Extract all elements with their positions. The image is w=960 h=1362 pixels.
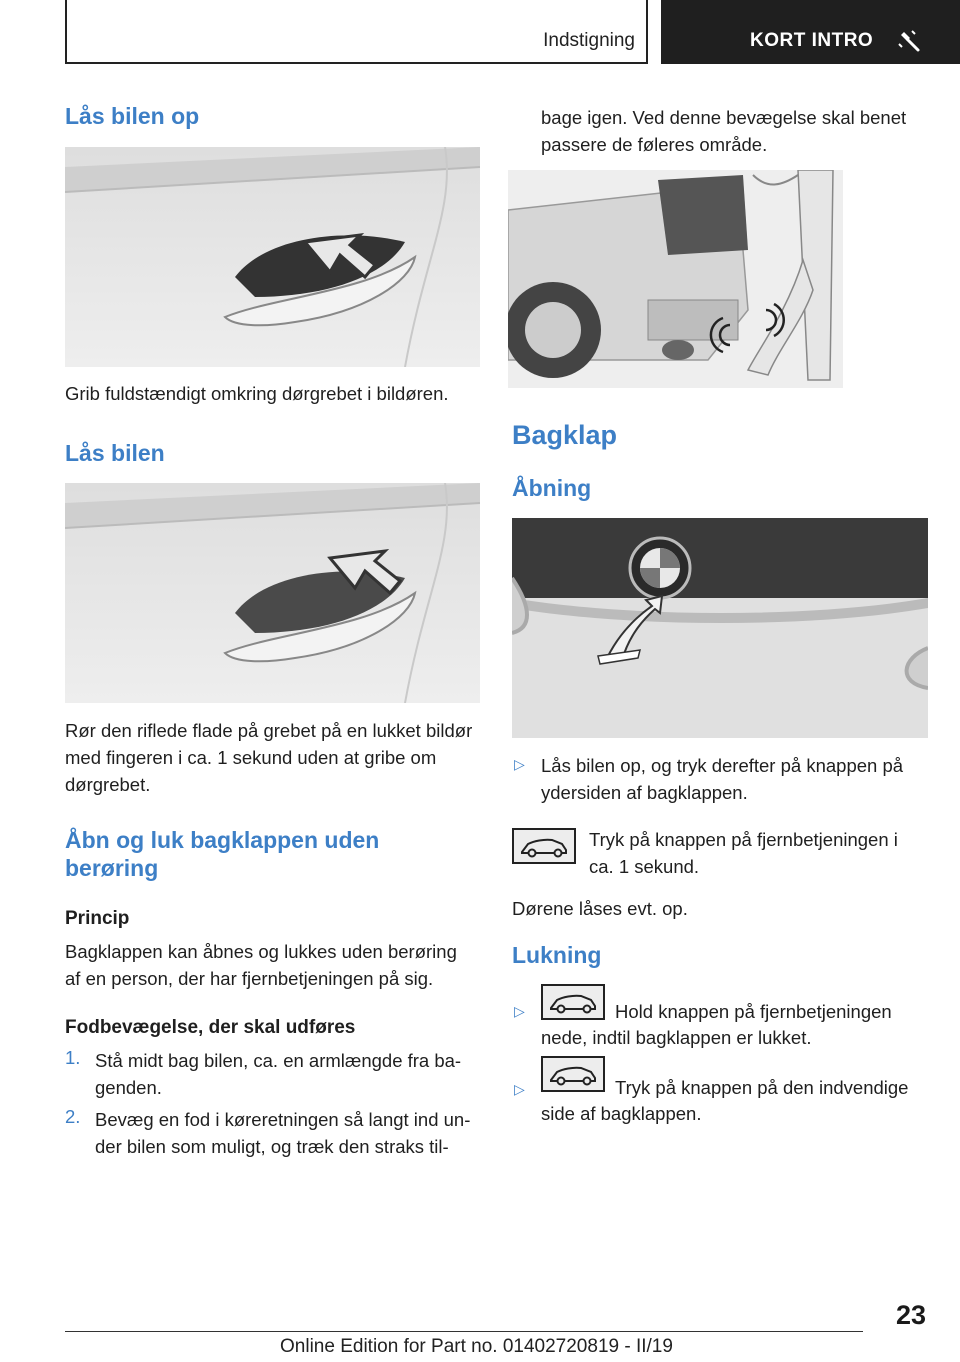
heading-touchless-line-1: Åbn og luk bagklappen uden bbox=[65, 827, 380, 853]
quick-intro-icon bbox=[896, 28, 922, 54]
step-text-line-1: Bevæg en fod i køreretningen så langt ind un- bbox=[95, 1109, 471, 1130]
footer-divider bbox=[65, 1331, 863, 1332]
tailgate-button-illustration bbox=[512, 518, 928, 738]
remote-text-line-2: ca. 1 sekund. bbox=[589, 856, 700, 877]
closing-text-2-line-2: side af bagklappen. bbox=[541, 1103, 702, 1124]
page-number: 23 bbox=[896, 1300, 927, 1330]
subheading-foot-movement: Fodbevægelse, der skal udføres bbox=[65, 1017, 356, 1038]
door-handle-lock-illustration bbox=[65, 483, 480, 703]
lock-text-line-1: Rør den riflede flade på grebet på en lukket bildør bbox=[65, 720, 473, 741]
bullet-marker: ▷ bbox=[514, 756, 525, 772]
heading-unlock: Lås bilen op bbox=[65, 103, 200, 129]
doors-unlock-text: Dørene låses evt. op. bbox=[512, 898, 688, 919]
header-section-label: Indstigning bbox=[543, 30, 635, 51]
door-handle-unlock-illustration bbox=[65, 147, 480, 367]
header-chapter-label: KORT INTRO bbox=[750, 30, 874, 51]
opening-text-line-2: ydersiden af bagklappen. bbox=[541, 782, 748, 803]
closing-text-1-line-1: Hold knappen på fjernbetjeningen bbox=[615, 1001, 892, 1022]
closing-text-1-line-2: nede, indtil bagklappen er lukket. bbox=[541, 1027, 812, 1048]
heading-touchless-line-2: berøring bbox=[65, 855, 159, 881]
continued-text-line-1: bage igen. Ved denne bevægelse skal benet bbox=[541, 107, 907, 128]
heading-lock: Lås bilen bbox=[65, 440, 165, 466]
remote-tailgate-key-icon bbox=[541, 984, 605, 1020]
principle-text-line-2: af en person, der har fjernbetjeningen på sig. bbox=[65, 968, 434, 989]
lock-text-line-2: med fingeren i ca. 1 sekund uden at gribe om bbox=[65, 747, 437, 768]
foot-gesture-illustration bbox=[508, 170, 843, 388]
unlock-text: Grib fuldstændigt omkring dørgrebet i bildøren. bbox=[65, 383, 449, 404]
heading-closing: Lukning bbox=[512, 942, 602, 968]
remote-tailgate-key-icon bbox=[512, 828, 576, 864]
bullet-marker: ▷ bbox=[514, 1003, 525, 1019]
remote-text-line-1: Tryk på knappen på fjernbetjeningen i bbox=[589, 829, 898, 850]
closing-text-2-line-1: Tryk på knappen på den indvendige bbox=[615, 1077, 909, 1098]
continued-text-line-2: passere de føleres område. bbox=[541, 134, 768, 155]
step-text-line-2: der bilen som muligt, og træk den straks til- bbox=[95, 1136, 449, 1157]
opening-text-line-1: Lås bilen op, og tryk derefter på knappen på bbox=[541, 755, 904, 776]
step-text-line-2: genden. bbox=[95, 1077, 162, 1098]
lock-text-line-3: dørgrebet. bbox=[65, 774, 151, 795]
footer-edition: Online Edition for Part no. 01402720819 - II/19 bbox=[280, 1336, 673, 1357]
heading-opening: Åbning bbox=[512, 475, 592, 501]
tailgate-inside-button-icon bbox=[541, 1056, 605, 1092]
step-number: 1. bbox=[65, 1047, 81, 1068]
principle-text-line-1: Bagklappen kan åbnes og lukkes uden berøring bbox=[65, 941, 457, 962]
bullet-marker: ▷ bbox=[514, 1081, 525, 1097]
step-text-line-1: Stå midt bag bilen, ca. en armlængde fra ba- bbox=[95, 1050, 462, 1071]
step-number: 2. bbox=[65, 1106, 81, 1127]
subheading-principle: Princip bbox=[65, 908, 130, 929]
heading-tailgate: Bagklap bbox=[512, 420, 618, 450]
